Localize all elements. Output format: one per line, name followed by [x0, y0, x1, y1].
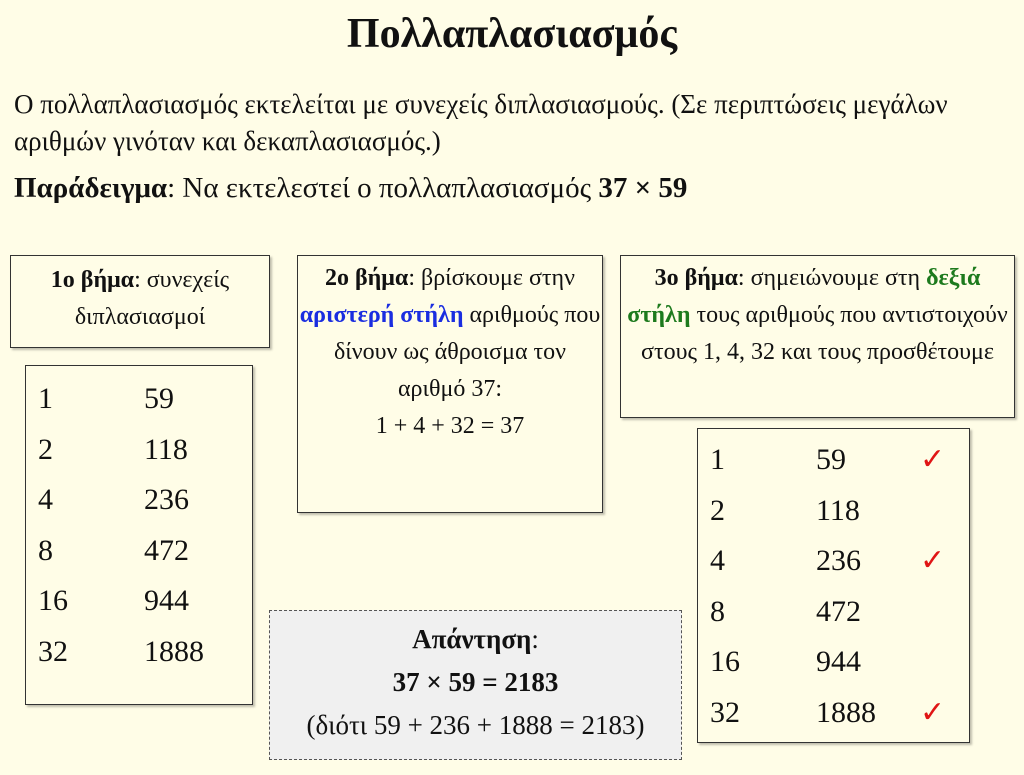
row-number: 16: [38, 584, 68, 617]
table-row: [698, 536, 969, 587]
step1-text: : συνεχείς διπλασιασμοί: [74, 267, 230, 330]
row-value: 944: [144, 584, 189, 617]
table-row: [698, 435, 969, 486]
checkmark-icon: ✓: [920, 443, 946, 476]
table-row: [698, 486, 969, 537]
doubling-table-left: [25, 365, 253, 705]
row-number: 4: [710, 544, 725, 577]
row-number: 8: [38, 533, 53, 567]
table-row: [698, 637, 969, 688]
row-number: 2: [38, 432, 53, 466]
answer-result-line: [270, 661, 681, 704]
row-number: 1: [38, 382, 53, 415]
table-row: [26, 526, 252, 577]
answer-heading: [270, 618, 681, 661]
checkmark-icon: ✓: [920, 544, 946, 577]
answer-result: 37 × 59 = 2183: [392, 667, 559, 697]
step2-sum: 1 + 4 + 32 = 37: [375, 413, 525, 439]
row-number: 4: [38, 483, 53, 516]
answer-box: [269, 610, 682, 760]
step3-text-b: τους αριθμούς που αντιστοιχούν στους 1, 4, 32 και τους προσθέτουμε: [641, 302, 1008, 365]
row-value: 59: [144, 382, 174, 415]
page-title: Πολλαπλασιασμός: [346, 11, 678, 57]
row-number: 2: [710, 493, 725, 527]
example-expression: 37 × 59: [598, 172, 688, 204]
intro-text: Ο πολλαπλασιασμός εκτελείται με συνεχείς διπλασιασμούς. (Σε περιπτώσεις μεγάλων αριθμών γινόταν και δεκαπλασιασμός.): [14, 89, 948, 156]
table-row: [26, 627, 252, 678]
doubling-table-right: [697, 428, 970, 743]
step2-highlight: αριστερή στήλη: [299, 302, 464, 328]
row-value: 118: [144, 432, 188, 466]
example-line: [14, 172, 687, 205]
answer-colon: :: [531, 624, 539, 654]
row-number: 1: [710, 443, 725, 476]
step1-box: [10, 255, 270, 348]
row-number: 32: [38, 634, 68, 668]
answer-label: Απάντηση: [412, 624, 532, 654]
step2-label: 2ο βήμα: [325, 265, 409, 291]
row-value: 472: [144, 533, 189, 567]
row-value: 1888: [816, 695, 876, 729]
step3-highlight: δεξιά στήλη: [627, 265, 981, 328]
step3-box: [620, 255, 1015, 418]
answer-reason: (διότι 59 + 236 + 1888 = 2183): [306, 710, 645, 740]
row-number: 16: [710, 645, 740, 678]
example-label: Παράδειγμα: [14, 172, 168, 204]
table-row: [26, 576, 252, 627]
step3-label: 3ο βήμα: [654, 265, 738, 291]
row-value: 118: [816, 493, 860, 527]
checkmark-icon: ✓: [920, 695, 946, 729]
step1-label: 1ο βήμα: [50, 267, 135, 293]
row-value: 236: [816, 544, 861, 577]
table-row: [698, 688, 969, 739]
example-text: : Να εκτελεστεί ο πολλαπλασιασμός: [167, 172, 599, 204]
step3-text-a: : σημειώνουμε στη: [737, 265, 927, 291]
row-value: 944: [816, 645, 861, 678]
row-number: 8: [710, 594, 725, 628]
table-row: [26, 475, 252, 526]
table-row: [698, 587, 969, 638]
row-value: 1888: [144, 634, 204, 668]
step2-box: [297, 255, 603, 513]
row-number: 32: [710, 695, 740, 729]
row-value: 472: [816, 594, 861, 628]
row-value: 59: [816, 443, 846, 476]
row-value: 236: [144, 483, 189, 516]
step2-text-a: : βρίσκουμε στην: [408, 265, 575, 291]
step2-text-b: αριθμούς που δίνουν ως άθροισμα τον αριθμό 37:: [333, 302, 601, 402]
table-row: [26, 425, 252, 476]
table-row: [26, 374, 252, 425]
